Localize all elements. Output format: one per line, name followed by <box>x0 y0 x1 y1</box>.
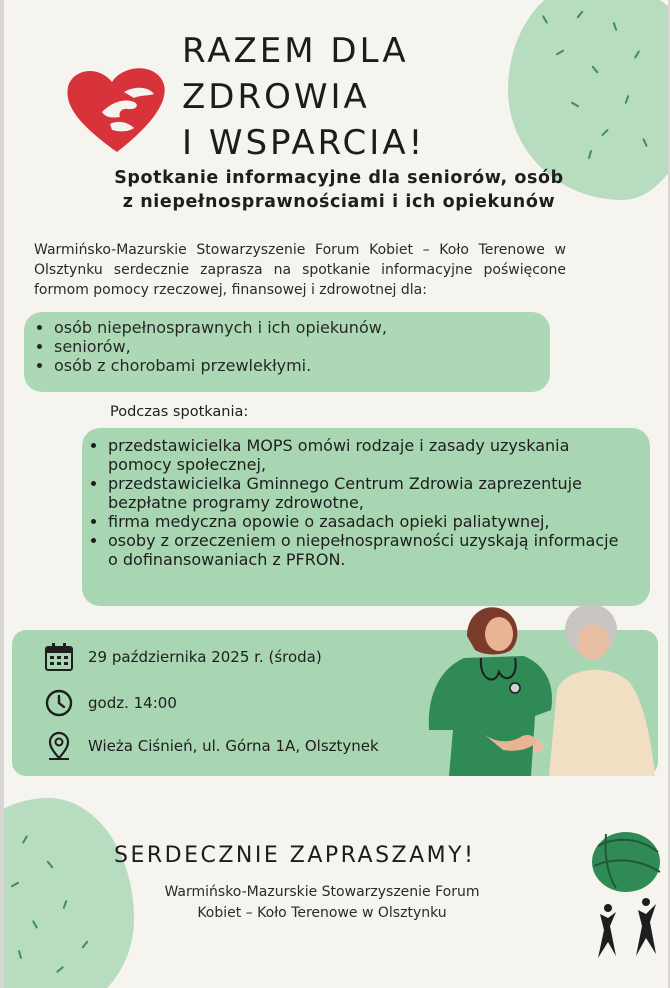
event-location: Wieża Ciśnień, ul. Górna 1A, Olsztynek <box>88 737 379 755</box>
event-location-row <box>44 731 379 761</box>
poster <box>4 0 668 988</box>
list-item: • przedstawicielka Gminnego Centrum Zdrowia zaprezentuje bezpłatne programy zdrowotne, <box>108 474 628 512</box>
location-pin-icon <box>44 731 74 761</box>
list-item: • osób niepełnosprawnych i ich opiekunów, <box>54 318 387 337</box>
clock-icon <box>44 688 74 718</box>
event-date-row <box>44 642 322 672</box>
agenda-list <box>108 436 628 569</box>
title-line: I WSPARCIA! <box>182 123 426 163</box>
subtitle <box>44 166 634 214</box>
closing-invitation: SERDECZNIE ZAPRASZAMY! <box>114 843 476 868</box>
subtitle-line: z niepełnosprawnościami i ich opiekunów <box>122 192 556 212</box>
poster-title <box>182 28 502 166</box>
list-item: • osób z chorobami przewlekłymi. <box>54 356 387 375</box>
intro-paragraph: Warmińsko-Mazurskie Stowarzyszenie Forum Kobiet – Koło Terenowe w Olsztynku serdecznie zaprasza na spotkanie informacyjne poświęcone formom pomocy rzeczowej, finansowej i zdrowotnej dla: <box>34 242 566 298</box>
heart-hands-icon <box>62 62 172 157</box>
list-item: • przedstawicielka MOPS omówi rodzaje i zasady uzyskania pomocy społecznej, <box>108 436 628 474</box>
decorative-blob-bottom-left <box>4 798 134 988</box>
title-line: ZDROWIA <box>182 77 370 117</box>
event-time: godz. 14:00 <box>88 694 177 712</box>
audience-list <box>54 318 387 375</box>
subtitle-line: Spotkanie informacyjne dla seniorów, osób <box>114 168 564 188</box>
event-time-row <box>44 688 177 718</box>
list-item: • firma medyczna opowie o zasadach opieki paliatywnej, <box>108 512 628 531</box>
agenda-heading: Podczas spotkania: <box>110 404 249 420</box>
list-item: • seniorów, <box>54 337 387 356</box>
organization-logo <box>586 826 666 966</box>
organizer-line: Kobiet – Koło Terenowe w Olsztynku <box>197 905 447 921</box>
list-item: • osoby z orzeczeniem o niepełnosprawności uzyskają informacje o dofinansowaniach z PFRON. <box>108 531 628 569</box>
nurse-senior-illustration <box>419 590 668 776</box>
calendar-icon <box>44 642 74 672</box>
title-line: RAZEM DLA <box>182 31 409 71</box>
organizer-name <box>132 882 512 924</box>
event-date: 29 października 2025 r. (środa) <box>88 648 322 666</box>
organizer-line: Warmińsko-Mazurskie Stowarzyszenie Forum <box>164 884 480 900</box>
